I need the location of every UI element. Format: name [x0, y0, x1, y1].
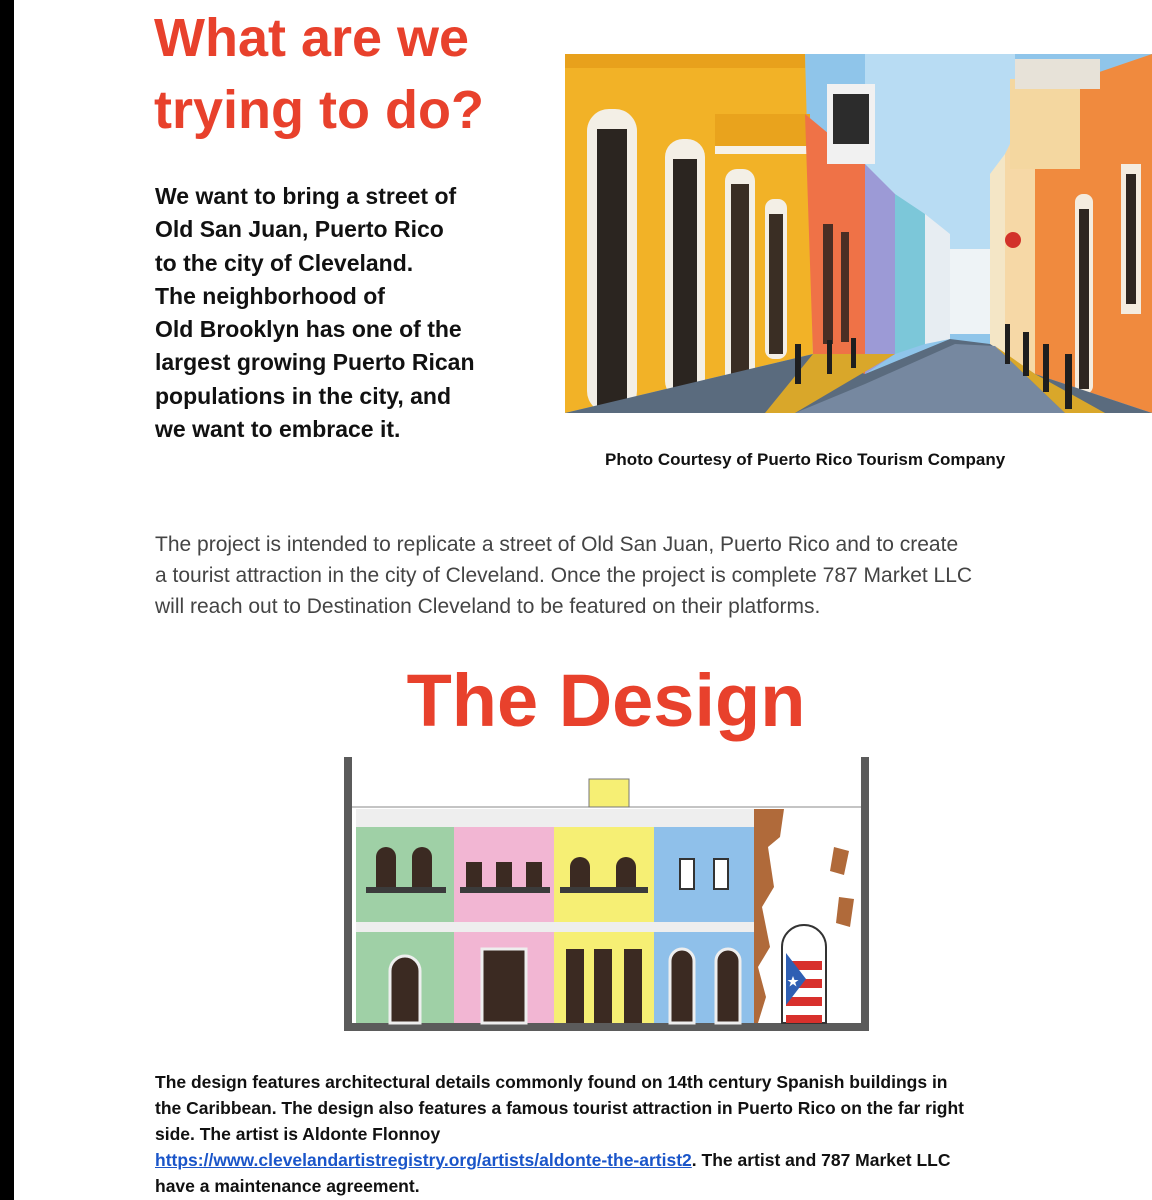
- description-line-tail: . The artist and 787 Market LLC: [691, 1150, 951, 1170]
- description-line: the Caribbean. The design also features a famous tourist attraction in Puerto Rico on the far right: [155, 1098, 965, 1118]
- building-facade-drawing: [344, 757, 869, 1031]
- intro-line: Old San Juan, Puerto Rico: [155, 216, 444, 243]
- design-heading: The Design: [406, 659, 806, 742]
- intro-line: The neighborhood of: [155, 282, 385, 309]
- intro-line: populations in the city, and: [155, 382, 452, 409]
- intro-line: we want to embrace it.: [155, 416, 401, 443]
- intro-line: Old Brooklyn has one of the: [155, 316, 462, 343]
- street-photo: [565, 54, 1152, 413]
- intro-line: largest growing Puerto Rican: [155, 349, 475, 376]
- photo-caption: Photo Courtesy of Puerto Rico Tourism Company: [605, 450, 1006, 469]
- description-line: side. The artist is Aldonte Flonnoy: [155, 1124, 441, 1144]
- description-line: have a maintenance agreement.: [155, 1176, 420, 1196]
- description-line-with-link: [155, 1147, 1115, 1173]
- project-paragraph: [155, 529, 1085, 622]
- paragraph-line: The project is intended to replicate a street of Old San Juan, Puerto Rico and to create: [155, 533, 959, 556]
- description-line: The design features architectural details commonly found on 14th century Spanish buildings in: [155, 1072, 948, 1092]
- street-photo-illustration: [565, 54, 1152, 413]
- heading-line-1: What are we: [154, 8, 470, 68]
- page: [14, 0, 1152, 1200]
- intro-line: We want to bring a street of: [155, 183, 457, 209]
- heading-line-2: trying to do?: [154, 80, 484, 140]
- paragraph-line: will reach out to Destination Cleveland to be featured on their platforms.: [155, 595, 821, 618]
- design-illustration: [344, 757, 869, 1031]
- intro-text: [155, 180, 475, 446]
- paragraph-line: a tourist attraction in the city of Cleveland. Once the project is complete 787 Market LLC: [155, 564, 973, 587]
- design-description: [155, 1069, 1115, 1199]
- page-heading: [154, 2, 574, 146]
- artist-link[interactable]: https://www.clevelandartistregistry.org/artists/aldonte-the-artist2: [155, 1150, 692, 1170]
- intro-line: to the city of Cleveland.: [155, 249, 414, 276]
